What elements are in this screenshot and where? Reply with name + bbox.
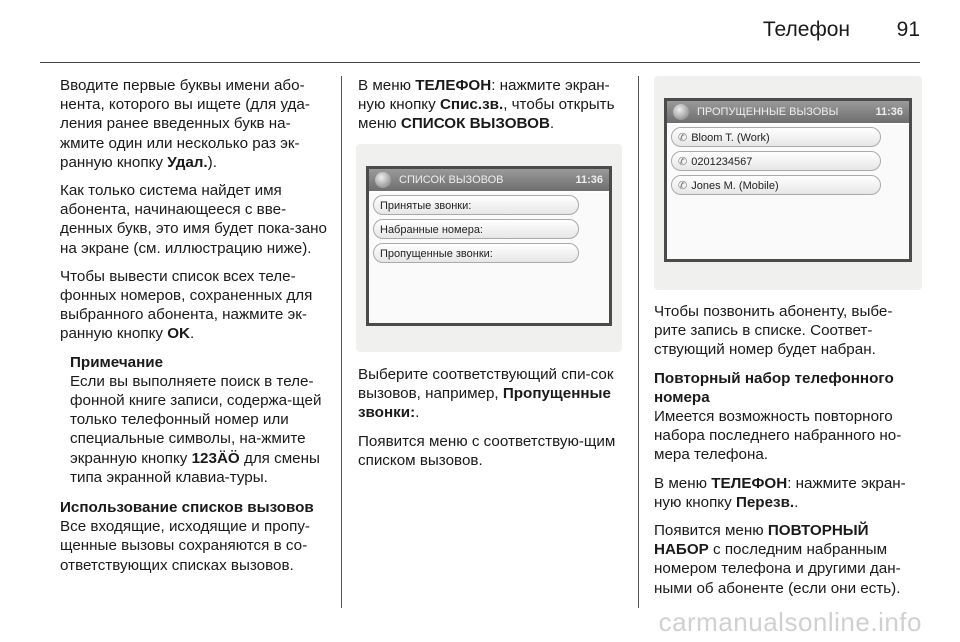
redial-button-ref: Перезв. [735, 493, 795, 511]
note-title: Примечание [70, 353, 164, 371]
paragraph: Чтобы вывести список всех теле-фонных номеров, сохраненных для выбранного абонента, нажмите эк-ранную кнопку OK. [60, 267, 313, 343]
call-list-screenshot [356, 144, 622, 352]
paragraph: Чтобы позвонить абоненту, выбе-рите запись в списке. Соответ-ствующий номер будет набран. [654, 303, 893, 359]
list-item: Пропущенные звонки: [373, 243, 579, 263]
menu-icon [375, 172, 391, 188]
phone-icon: ✆ [678, 156, 688, 168]
missed-calls-screenshot [654, 76, 922, 290]
delete-button-ref: Удал. [167, 153, 208, 171]
paragraph: Вводите первые буквы имени або-нента, которого вы ищете (для уда-ления ранее введенных букв на-жмите один или несколько раз эк-ранную кнопку Удал.). [60, 77, 310, 171]
ok-button-ref: OK [167, 325, 190, 343]
page-title: Телефон [762, 18, 850, 41]
paragraph: В меню ТЕЛЕФОН: нажмите экран-ную кнопку Спис.зв., чтобы открыть меню СПИСОК ВЫЗОВОВ. [358, 77, 615, 133]
note-block [60, 353, 332, 487]
column-middle-lower [358, 365, 628, 479]
note-text: Если вы выполняете поиск в теле-фонной книге записи, содержа-щей только телефонный номер или специальные символы, на-жмите экранную кнопку 123ÄÖ для смены типа экранной клавиа-туры. [70, 372, 322, 486]
watermark: carmanualsonline.info [658, 607, 922, 637]
menu-icon [673, 104, 689, 120]
call-list-button-ref: Спис.зв. [439, 96, 504, 114]
column-middle [358, 76, 628, 143]
page-header [0, 0, 960, 56]
section-heading: Использование списков вызовов [60, 499, 314, 517]
list-item: ✆ Jones M. (Mobile) [671, 175, 881, 195]
list-item: Принятые звонки: [373, 195, 579, 215]
paragraph: Имеется возможность повторного набора последнего набранного но-мера телефона. [654, 408, 902, 464]
list-item: Набранные номера: [373, 219, 579, 239]
column-right [654, 302, 922, 607]
missed-calls-ref: Пропущенные звонки: [358, 385, 611, 422]
page-number: 91 [896, 18, 920, 41]
section-heading: Повторный набор телефонного номера [654, 369, 894, 406]
paragraph: Появится меню ПОВТОРНЫЙ НАБОР с последним набранным номером телефона и другими дан-ными об абоненте (если они есть). [654, 522, 901, 597]
phone-icon: ✆ [678, 132, 688, 144]
list-item: ✆ Bloom T. (Work) [671, 127, 881, 147]
keyboard-button-ref: 123ÄÖ [191, 449, 240, 467]
paragraph: В меню ТЕЛЕФОН: нажмите экран-ную кнопку Перезв.. [654, 474, 906, 511]
screen-title-bar: СПИСОК ВЫЗОВОВ 11:36 [369, 169, 609, 191]
column-divider [638, 76, 639, 608]
paragraph: Как только система найдет имя абонента, начинающееся с вве-денных букв, это имя будет пока-зано на экране (см. иллюстрацию ниже). [60, 182, 327, 257]
paragraph: Появится меню с соответствую-щим списком вызовов. [358, 432, 616, 469]
column-divider [341, 76, 342, 608]
list-item: ✆ 0201234567 [671, 151, 881, 171]
paragraph: Все входящие, исходящие и пропу-щенные вызовы сохраняются в со-ответствующих списках вызовов. [60, 518, 310, 574]
phone-icon: ✆ [678, 180, 688, 192]
column-left [60, 76, 332, 584]
screen-title-bar: ПРОПУЩЕННЫЕ ВЫЗОВЫ 11:36 [667, 101, 909, 123]
paragraph: Выберите соответствующий спи-сок вызовов, например, Пропущенные звонки:. [358, 366, 614, 422]
header-rule [40, 62, 920, 63]
